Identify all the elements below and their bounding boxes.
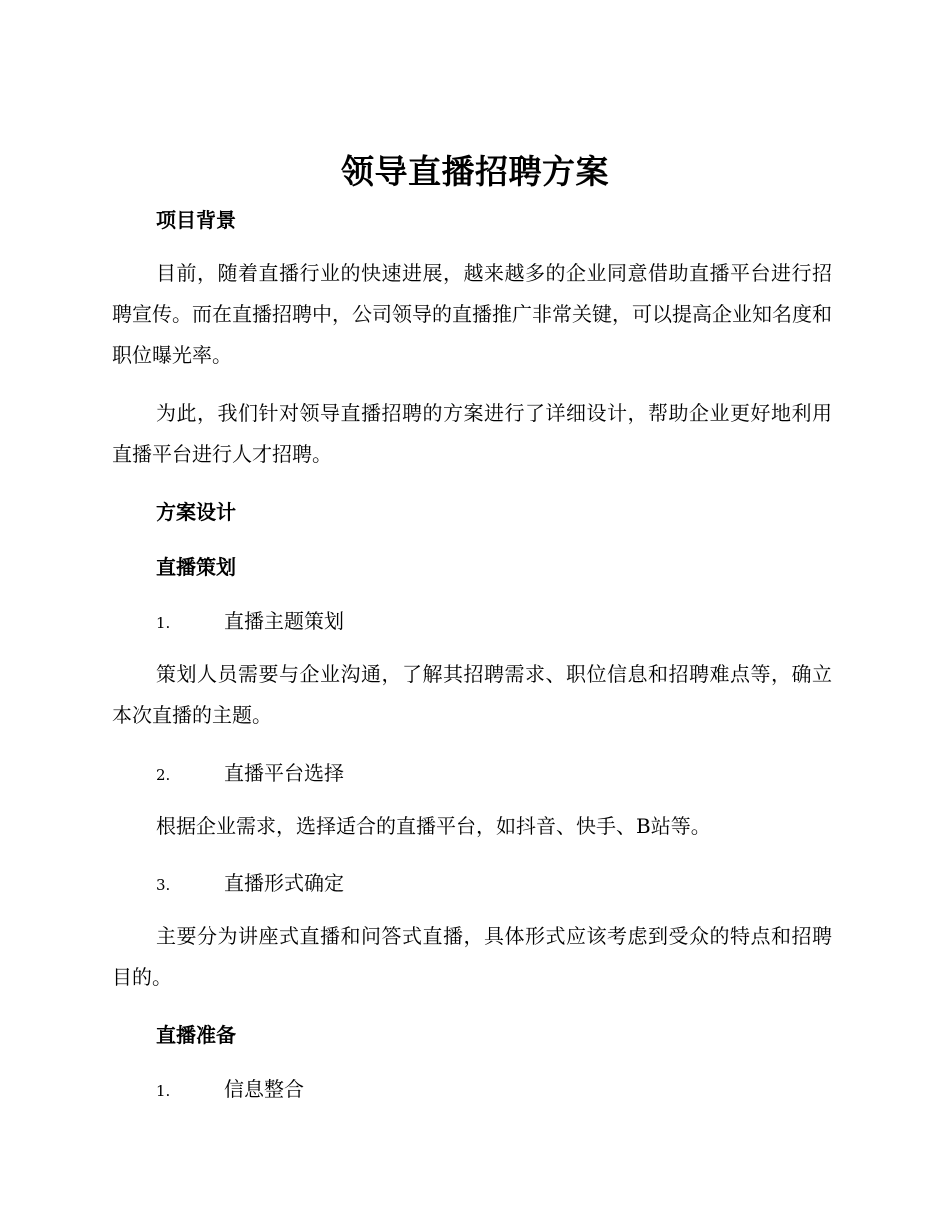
list-item-prep-1 bbox=[156, 1075, 756, 1105]
section-heading-planning: 直播策划 bbox=[156, 555, 236, 579]
list-number: 2. bbox=[156, 766, 171, 784]
list-label: 直播平台选择 bbox=[224, 761, 344, 785]
list-item-planning-2 bbox=[156, 759, 756, 789]
paragraph-planning-1: 策划人员需要与企业沟通，了解其招聘需求、职位信息和招聘难点等，确立本次直播的主题。 bbox=[112, 662, 832, 727]
list-item-planning-3 bbox=[156, 869, 756, 899]
list-number: 3. bbox=[156, 876, 171, 894]
paragraph-background-2: 为此，我们针对领导直播招聘的方案进行了详细设计，帮助企业更好地利用直播平台进行人才招聘。 bbox=[112, 401, 832, 466]
list-label: 直播主题策划 bbox=[224, 609, 344, 633]
list-label: 信息整合 bbox=[224, 1077, 304, 1101]
section-heading-background: 项目背景 bbox=[156, 208, 236, 232]
section-heading-design: 方案设计 bbox=[156, 500, 236, 524]
list-label: 直播形式确定 bbox=[224, 871, 344, 895]
paragraph-planning-3: 主要分为讲座式直播和问答式直播，具体形式应该考虑到受众的特点和招聘目的。 bbox=[112, 924, 832, 989]
paragraph-planning-2: 根据企业需求，选择适合的直播平台，如抖音、快手、B站等。 bbox=[156, 814, 711, 838]
paragraph-background-1: 目前，随着直播行业的快速进展，越来越多的企业同意借助直播平台进行招聘宣传。而在直播招聘中，公司领导的直播推广非常关键，可以提高企业知名度和职位曝光率。 bbox=[112, 261, 832, 367]
list-number: 1. bbox=[156, 614, 171, 632]
document-title: 领导直播招聘方案 bbox=[341, 152, 609, 191]
list-item-planning-1 bbox=[156, 607, 756, 637]
list-number: 1. bbox=[156, 1082, 171, 1100]
section-heading-prep: 直播准备 bbox=[156, 1023, 236, 1047]
